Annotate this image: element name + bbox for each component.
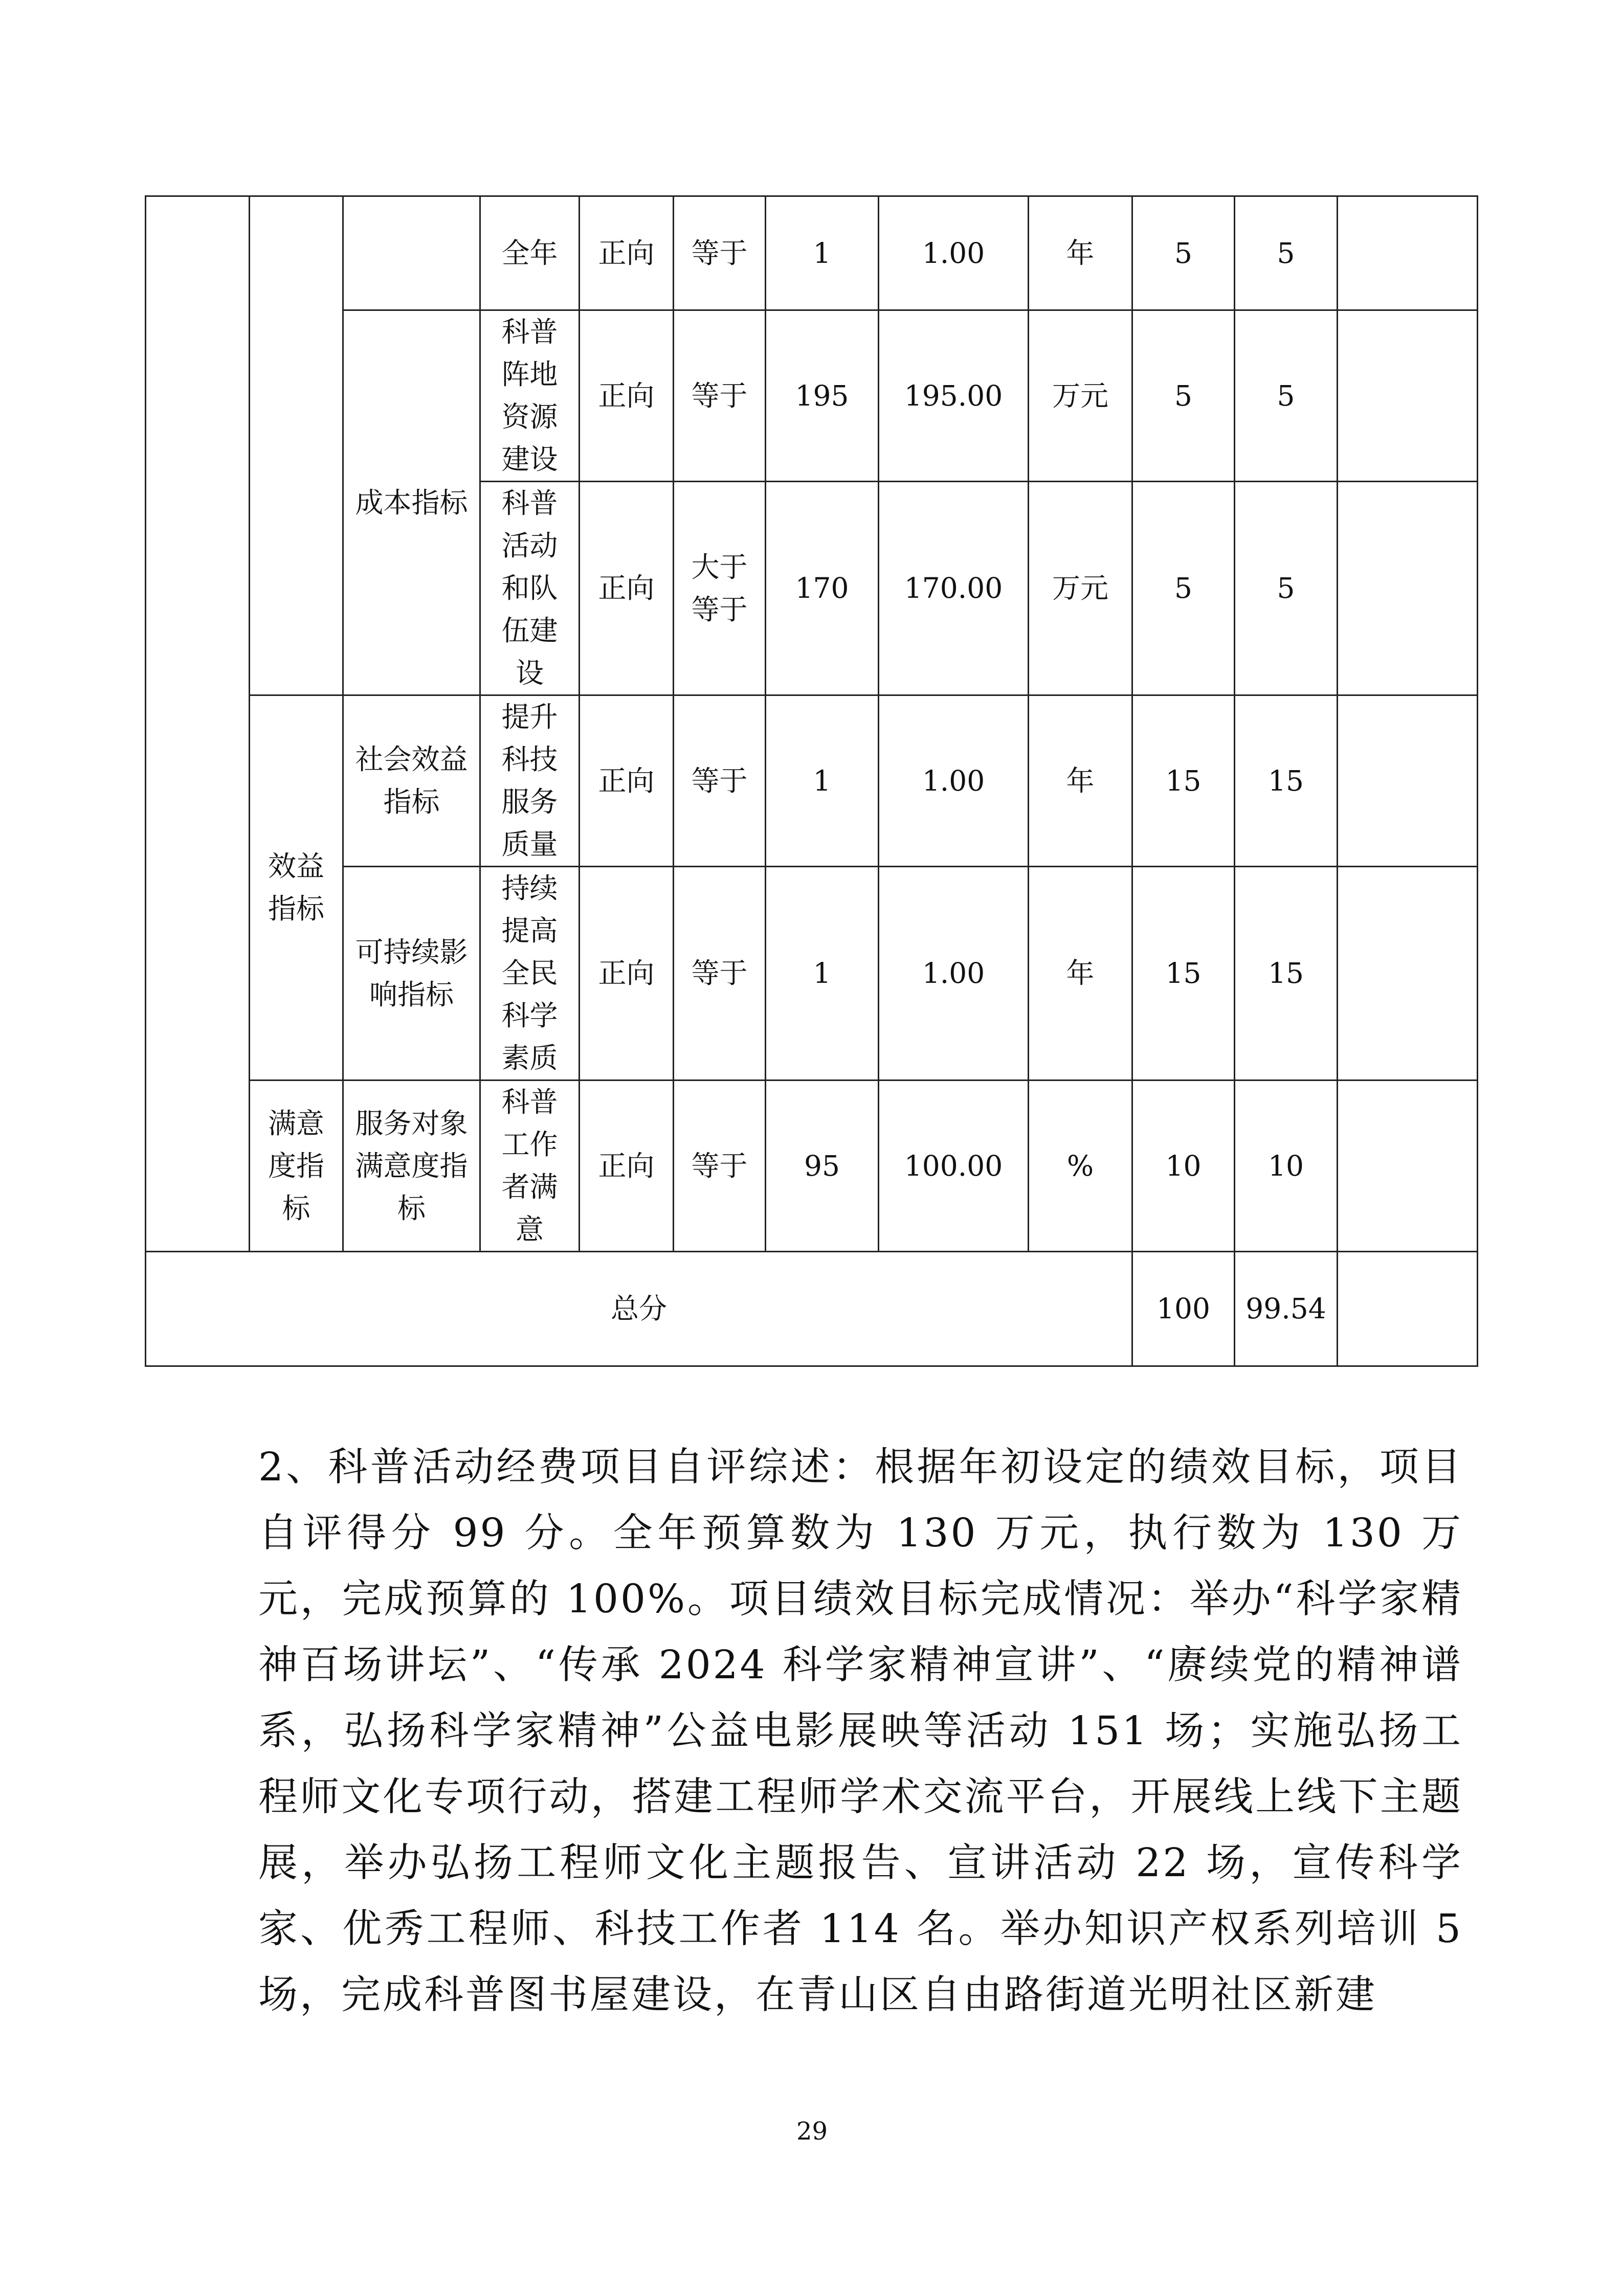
- note-cell: [1338, 695, 1478, 867]
- target-cell: 170: [766, 482, 879, 695]
- score-cell: 15: [1235, 867, 1338, 1081]
- weight-cell: 5: [1132, 196, 1235, 310]
- weight-cell: 5: [1132, 482, 1235, 695]
- note-cell: [1338, 482, 1478, 695]
- weight-cell: 5: [1132, 310, 1235, 482]
- target-cell: 1: [766, 867, 879, 1081]
- note-cell: [1338, 1081, 1478, 1252]
- direction-cell: 正向: [580, 867, 674, 1081]
- performance-table: [145, 195, 1478, 1367]
- unit-cell: 年: [1029, 196, 1132, 310]
- total-row: [146, 1252, 1478, 1366]
- actual-cell: 100.00: [879, 1081, 1029, 1252]
- table-row: [146, 695, 1478, 867]
- table-row: [146, 1081, 1478, 1252]
- actual-cell: 170.00: [879, 482, 1029, 695]
- unit-cell: 年: [1029, 867, 1132, 1081]
- summary-paragraph: 2、科普活动经费项目自评综述：根据年初设定的绩效目标，项目自评得分 99 分。全年预算数为 130 万元，执行数为 130 万元，完成预算的 100%。项目绩效目标完成情况：举办“科学家精神百场讲坛”、“传承 2024 科学家精神宣讲”、“赓续党的精神谱系，弘扬科学家精神”公益电影展映等活动 151 场；实施弘扬工程师文化专项行动，搭建工程师学术交流平台，开展线上线下主题展，举办弘扬工程师文化主题报告、宣讲活动 22 场，宣传科学家、优秀工程师、科技工作者 114 名。举办知识产权系列培训 5 场，完成科普图书屋建设，在青山区自由路街道光明社区新建: [258, 1445, 1463, 2018]
- page-number: 29: [796, 2117, 828, 2146]
- indicator-cell: 科普工作者满意: [480, 1081, 580, 1252]
- indicator-cell: 科普阵地资源建设: [480, 310, 580, 482]
- actual-cell: 195.00: [879, 310, 1029, 482]
- level3-continuation-cell: [343, 196, 480, 310]
- level3-service-cell: 服务对象满意度指标: [343, 1081, 480, 1252]
- actual-cell: 1.00: [879, 695, 1029, 867]
- direction-cell: 正向: [580, 1081, 674, 1252]
- operator-cell: 等于: [674, 310, 766, 482]
- target-cell: 95: [766, 1081, 879, 1252]
- actual-cell: 1.00: [879, 196, 1029, 310]
- score-cell: 15: [1235, 695, 1338, 867]
- operator-cell: 等于: [674, 695, 766, 867]
- operator-cell: 等于: [674, 196, 766, 310]
- operator-cell: 等于: [674, 1081, 766, 1252]
- score-cell: 10: [1235, 1081, 1338, 1252]
- target-cell: 1: [766, 196, 879, 310]
- unit-cell: 万元: [1029, 310, 1132, 482]
- indicator-cell: 提升科技服务质量: [480, 695, 580, 867]
- note-cell: [1338, 867, 1478, 1081]
- direction-cell: 正向: [580, 310, 674, 482]
- table-row: [146, 196, 1478, 310]
- weight-cell: 15: [1132, 695, 1235, 867]
- score-cell: 5: [1235, 482, 1338, 695]
- level3-cost-cell: 成本指标: [343, 310, 480, 695]
- weight-cell: 10: [1132, 1081, 1235, 1252]
- indicator-cell: 科普活动和队伍建设: [480, 482, 580, 695]
- level3-social-cell: 社会效益指标: [343, 695, 480, 867]
- total-score-cell: 99.54: [1235, 1252, 1338, 1366]
- indicator-cell: 全年: [480, 196, 580, 310]
- table-row: [146, 867, 1478, 1081]
- actual-cell: 1.00: [879, 867, 1029, 1081]
- score-cell: 5: [1235, 196, 1338, 310]
- level2-satisfaction-cell: 满意度指标: [250, 1081, 343, 1252]
- level3-sustainable-cell: 可持续影响指标: [343, 867, 480, 1081]
- operator-cell: 大于等于: [674, 482, 766, 695]
- direction-cell: 正向: [580, 196, 674, 310]
- target-cell: 1: [766, 695, 879, 867]
- total-label-cell: 总分: [146, 1252, 1132, 1366]
- note-cell: [1338, 196, 1478, 310]
- operator-cell: 等于: [674, 867, 766, 1081]
- unit-cell: %: [1029, 1081, 1132, 1252]
- score-cell: 5: [1235, 310, 1338, 482]
- total-note-cell: [1338, 1252, 1478, 1366]
- unit-cell: 万元: [1029, 482, 1132, 695]
- direction-cell: 正向: [580, 695, 674, 867]
- level2-continuation-cell: [250, 196, 343, 695]
- weight-cell: 15: [1132, 867, 1235, 1081]
- table-row: [146, 310, 1478, 482]
- total-weight-cell: 100: [1132, 1252, 1235, 1366]
- unit-cell: 年: [1029, 695, 1132, 867]
- target-cell: 195: [766, 310, 879, 482]
- note-cell: [1338, 310, 1478, 482]
- indicator-cell: 持续提高全民科学素质: [480, 867, 580, 1081]
- direction-cell: 正向: [580, 482, 674, 695]
- level1-continuation-cell: [146, 196, 250, 1252]
- level2-benefit-cell: 效益指标: [250, 695, 343, 1081]
